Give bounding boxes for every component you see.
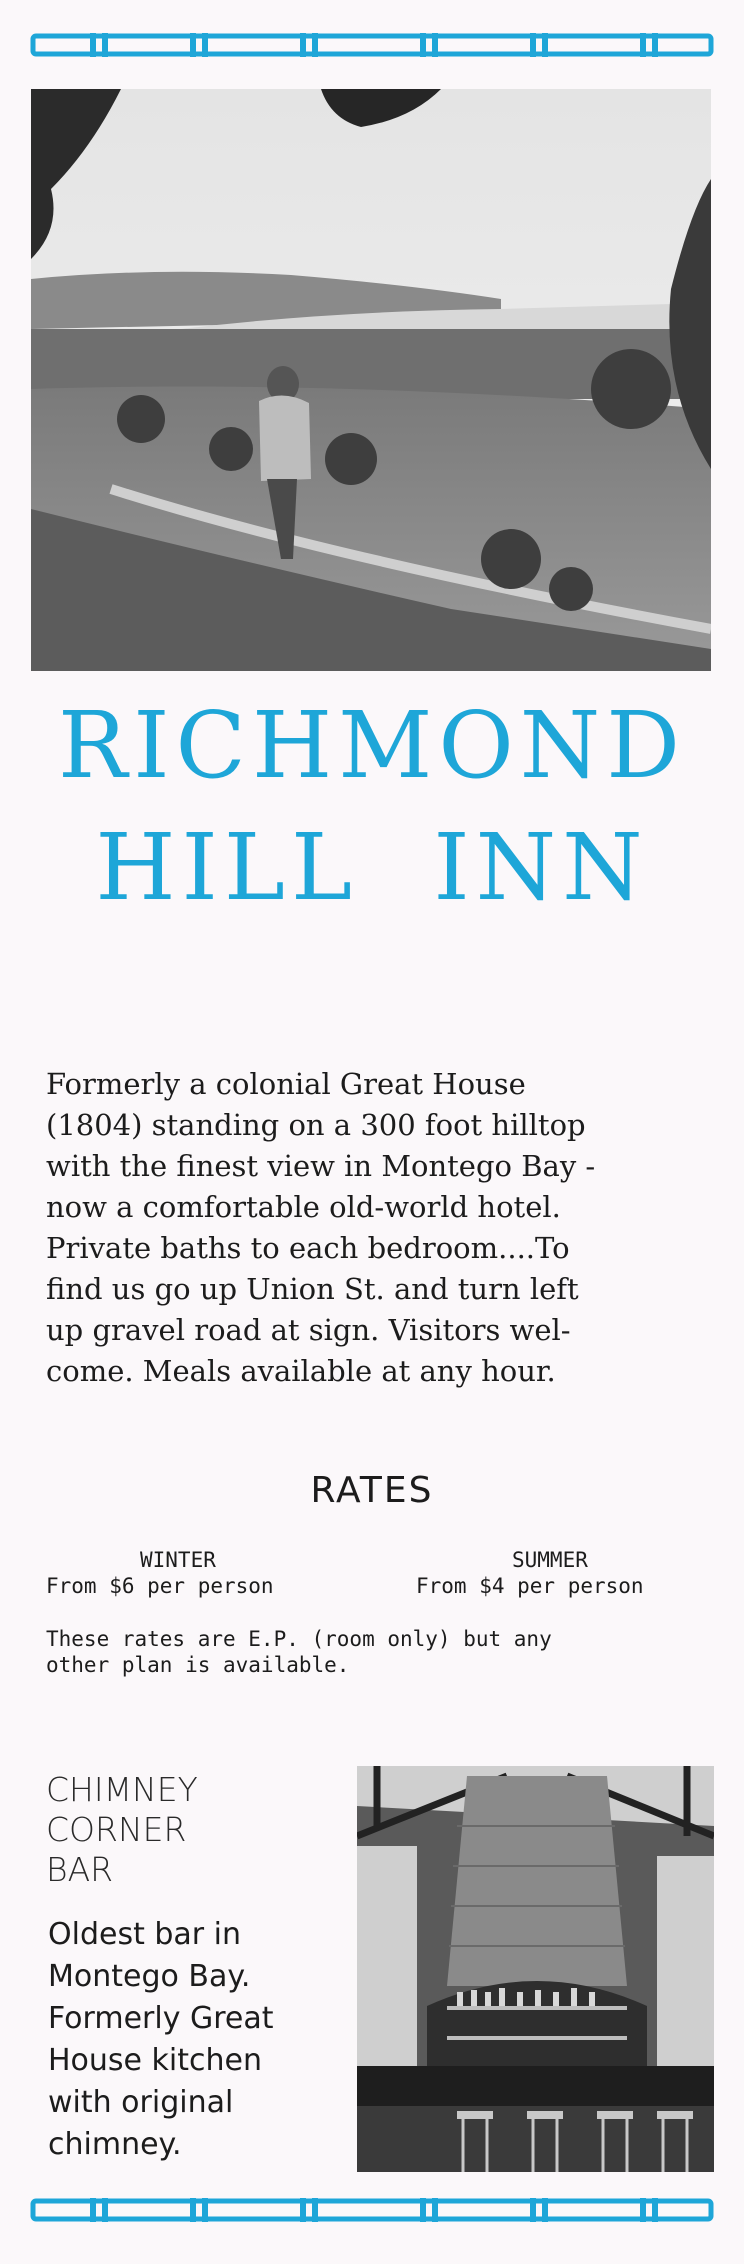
description-line: now a comfortable old-world hotel. [46,1190,561,1224]
bar-heading-line: BAR [46,1850,114,1889]
winter-label: WINTER [140,1548,216,1572]
title-line-2: HILL INN [95,814,649,921]
summer-rate: From $4 per person [416,1574,644,1598]
title-line-1: RICHMOND [57,692,687,799]
description-line: Private baths to each bedroom....To [46,1231,570,1265]
description-paragraph [46,1064,718,1392]
rates-note-line: These rates are E.P. (room only) but any [46,1627,552,1651]
bar-description-line: chimney. [48,2127,182,2162]
description-line: come. Meals available at any hour. [46,1354,556,1388]
hero-photo-hilltop-view [31,89,711,671]
description-line: up gravel road at sign. Visitors wel- [46,1313,571,1347]
bar-description-line: Formerly Great [48,2001,274,2036]
rates-note [46,1626,718,1678]
top-decorative-border [30,28,714,62]
rates-note-line: other plan is available. [46,1653,350,1677]
bar-description-line: Montego Bay. [48,1959,251,1994]
description-line: (1804) standing on a 300 foot hilltop [46,1108,586,1142]
description-line: find us go up Union St. and turn left [46,1272,579,1306]
summer-label: SUMMER [512,1548,588,1572]
bar-photo-chimney [357,1766,714,2172]
description-line: with the finest view in Montego Bay - [46,1149,596,1183]
bar-description-line: with original [48,2085,234,2120]
bar-description-line: House kitchen [48,2043,262,2078]
bar-description [48,1914,348,2166]
bottom-decorative-border [30,2193,714,2227]
description-line: Formerly a colonial Great House [46,1067,526,1101]
bar-heading [46,1770,346,1890]
rates-heading: RATES [310,1470,434,1511]
bar-heading-line: CORNER [46,1810,187,1849]
bar-heading-line: CHIMNEY [46,1770,198,1809]
bar-description-line: Oldest bar in [48,1917,242,1952]
winter-rate: From $6 per person [46,1574,274,1598]
